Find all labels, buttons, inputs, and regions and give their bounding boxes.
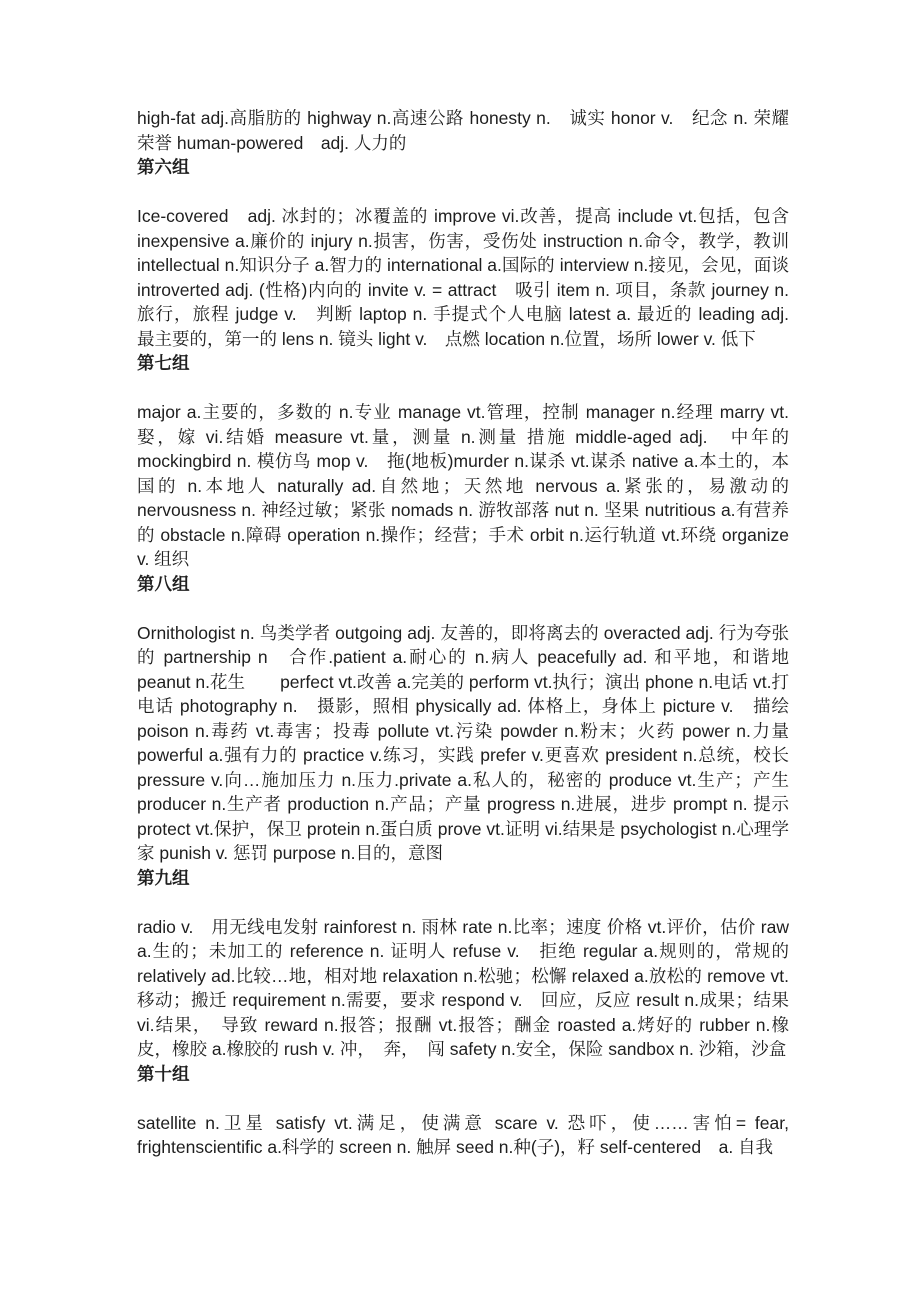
group-heading-8: 第八组 [137,573,190,594]
vocab-paragraph-group-7: major a.主要的，多数的 n.专业 manage vt.管理，控制 manager n.经理 marry vt.娶，嫁 vi.结婚 measure vt.量，测量 n.测量 措施 middle-aged adj. 中年的 mockingbird n. 模仿鸟 mop v. 拖(地板)murder n.谋杀 vt.谋杀 native a.本土的，本国的 n.本地人 naturally ad.自然地；天然地 nervous a.紧张的，易激动的 nervousness n. 神经过敏；紧张 nomads n. 游牧部落 nut n. 坚果 nutritious a.有营养的 obstacle n.障碍 operation n.操作；经营；手术 orbit n.运行轨道 vt.环绕 organize v. 组织 [137,402,789,569]
group-heading-9: 第九组 [137,867,190,888]
vocab-paragraph-group-10: satellite n.卫星 satisfy vt.满足，使满意 scare v. 恐吓，使……害怕= fear, frightenscientific a.科学的 screen n. 触屏 seed n.种(子)，籽 self-centered a. 自我 [137,1112,789,1157]
vocab-paragraph-group-8: Ornithologist n. 鸟类学者 outgoing adj. 友善的，即将离去的 overacted adj. 行为夸张的 partnership n 合作.patient a.耐心的 n.病人 peacefully ad. 和平地，和谐地 peanut n.花生 perfect vt.改善 a.完美的 perform vt.执行；演出 phone n.电话 vt.打电话 photography n. 摄影，照相 physically ad. 体格上，身体上 picture v. 描绘 poison n.毒药 vt.毒害；投毒 pollute vt.污染 powder n.粉末；火药 power n.力量 powerful a.强有力的 practice v.练习，实践 prefer v.更喜欢 president n.总统，校长 pressure v.向…施加压力 n.压力.private a.私人的，秘密的 produce vt.生产；产生 producer n.生产者 production n.产品；产量 progress n.进展，进步 prompt n. 提示 protect vt.保护，保卫 protein n.蛋白质 prove vt.证明 vi.结果是 psychologist n.心理学家 punish v. 惩罚 purpose n.目的，意图 [137,622,789,863]
group-heading-6: 第六组 [137,157,190,177]
group-heading-7: 第七组 [137,353,190,373]
group-heading-10: 第十组 [137,1063,190,1084]
vocab-paragraph-group-9: radio v. 用无线电发射 rainforest n. 雨林 rate n.比率；速度 价格 vt.评价，估价 raw a.生的；未加工的 reference n. 证明人 refuse v. 拒绝 regular a.规则的，常规的 relatively ad.比较…地，相对地 relaxation n.松驰；松懈 relaxed a.放松的 remove vt.移动；搬迁 requirement n.需要，要求 respond v. 回应，反应 result n.成果；结果 vi.结果， 导致 reward n.报答；报酬 vt.报答；酬金 roasted a.烤好的 rubber n.橡皮，橡胶 a.橡胶的 rush v. 冲， 奔， 闯 safety n.安全，保险 sandbox n. 沙箱，沙盒 [137,916,789,1059]
vocab-paragraph-group-6: Ice-covered adj. 冰封的；冰覆盖的 improve vi.改善，提高 include vt.包括，包含 inexpensive a.廉价的 injury n.损害，伤害，受伤处 instruction n.命令，教学，教训 intellectual n.知识分子 a.智力的 international a.国际的 interview n.接见，会见，面谈 introverted adj. (性格)内向的 invite v. = attract 吸引 item n. 项目，条款 journey n.旅行，旅程 judge v. 判断 laptop n. 手提式个人电脑 latest a. 最近的 leading adj. 最主要的，第一的 lens n. 镜头 light v. 点燃 location n.位置，场所 lower v. 低下 [137,206,807,349]
vocab-paragraph-intro: high-fat adj.高脂肪的 highway n.高速公路 honesty n. 诚实 honor v. 纪念 n. 荣耀 荣誉 human-powered adj. 人力的 [137,108,789,153]
document-page [137,106,807,1160]
